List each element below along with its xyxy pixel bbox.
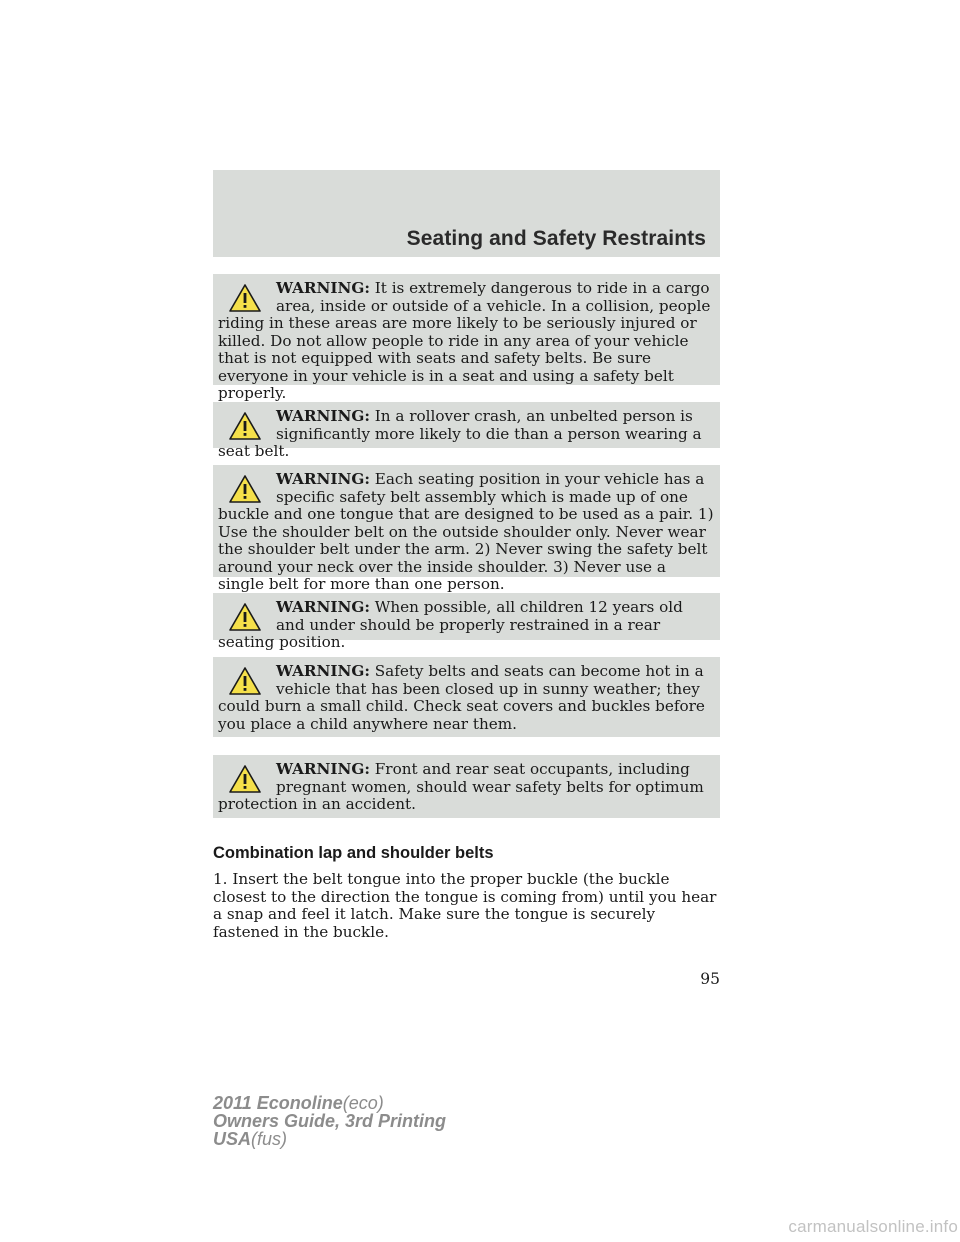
instruction-paragraph: 1. Insert the belt tongue into the proper buckle (the buckle closest to the direction the tongue is coming from) until you hear a snap and feel it latch. Make sure the tongue is securely fastened in the buckle. xyxy=(213,870,717,941)
warning-box xyxy=(213,593,720,651)
footer-imprint xyxy=(213,1094,446,1148)
warning-text: When possible, all children 12 years old and under should be properly restrained in a rear seating position. xyxy=(218,598,683,651)
warning-triangle-icon xyxy=(228,411,262,441)
warning-text: Each seating position in your vehicle has a specific safety belt assembly which is made up of one buckle and one tongue that are designed to be used as a pair. 1) Use the shoulder belt on the outside shoulder only. Never wear the shoulder belt under the arm. 2) Never swing the safety belt around your neck over the inside shoulder. 3) Never use a single belt for more than one person. xyxy=(218,470,714,593)
warning-box xyxy=(213,755,720,818)
warning-text: Safety belts and seats can become hot in a vehicle that has been closed up in sunny weather; they could burn a small child. Check seat covers and buckles before you place a child anywhere near them. xyxy=(218,662,705,733)
warning-label: WARNING: xyxy=(276,662,370,680)
warning-triangle-icon xyxy=(228,283,262,313)
warning-label: WARNING: xyxy=(276,760,370,778)
footer-model-code: (eco) xyxy=(342,1093,384,1113)
warning-triangle-icon xyxy=(228,666,262,696)
watermark: carmanualsonline.info xyxy=(788,1217,958,1236)
warning-label: WARNING: xyxy=(276,470,370,488)
footer-market-code: (fus) xyxy=(251,1129,288,1149)
warning-label: WARNING: xyxy=(276,598,370,616)
warning-box xyxy=(213,465,720,593)
warning-triangle-icon xyxy=(228,474,262,504)
header-bar xyxy=(213,170,720,257)
warning-label: WARNING: xyxy=(276,279,370,297)
warning-triangle-icon xyxy=(228,764,262,794)
warning-box xyxy=(213,402,720,460)
page-number: 95 xyxy=(700,970,720,988)
page-title: Seating and Safety Restraints xyxy=(406,227,706,250)
footer-market: USA xyxy=(213,1129,252,1149)
warning-label: WARNING: xyxy=(276,407,370,425)
warning-box xyxy=(213,274,720,402)
footer-model: 2011 Econoline xyxy=(213,1093,343,1113)
footer-guide: Owners Guide, 3rd Printing xyxy=(213,1111,447,1131)
section-heading: Combination lap and shoulder belts xyxy=(213,844,494,862)
warning-box xyxy=(213,657,720,737)
warning-triangle-icon xyxy=(228,602,262,632)
warning-text: It is extremely dangerous to ride in a cargo area, inside or outside of a vehicle. In a collision, people riding in these areas are more likely to be seriously injured or killed. Do not allow people to ride in any area of your vehicle that is not equipped with seats and safety belts. Be sure everyone in your vehicle is in a seat and using a safety belt properly. xyxy=(218,279,711,402)
warning-text: In a rollover crash, an unbelted person is significantly more likely to die than a person wearing a seat belt. xyxy=(218,407,702,460)
warning-text: Front and rear seat occupants, including pregnant women, should wear safety belts for optimum protection in an accident. xyxy=(218,760,704,813)
